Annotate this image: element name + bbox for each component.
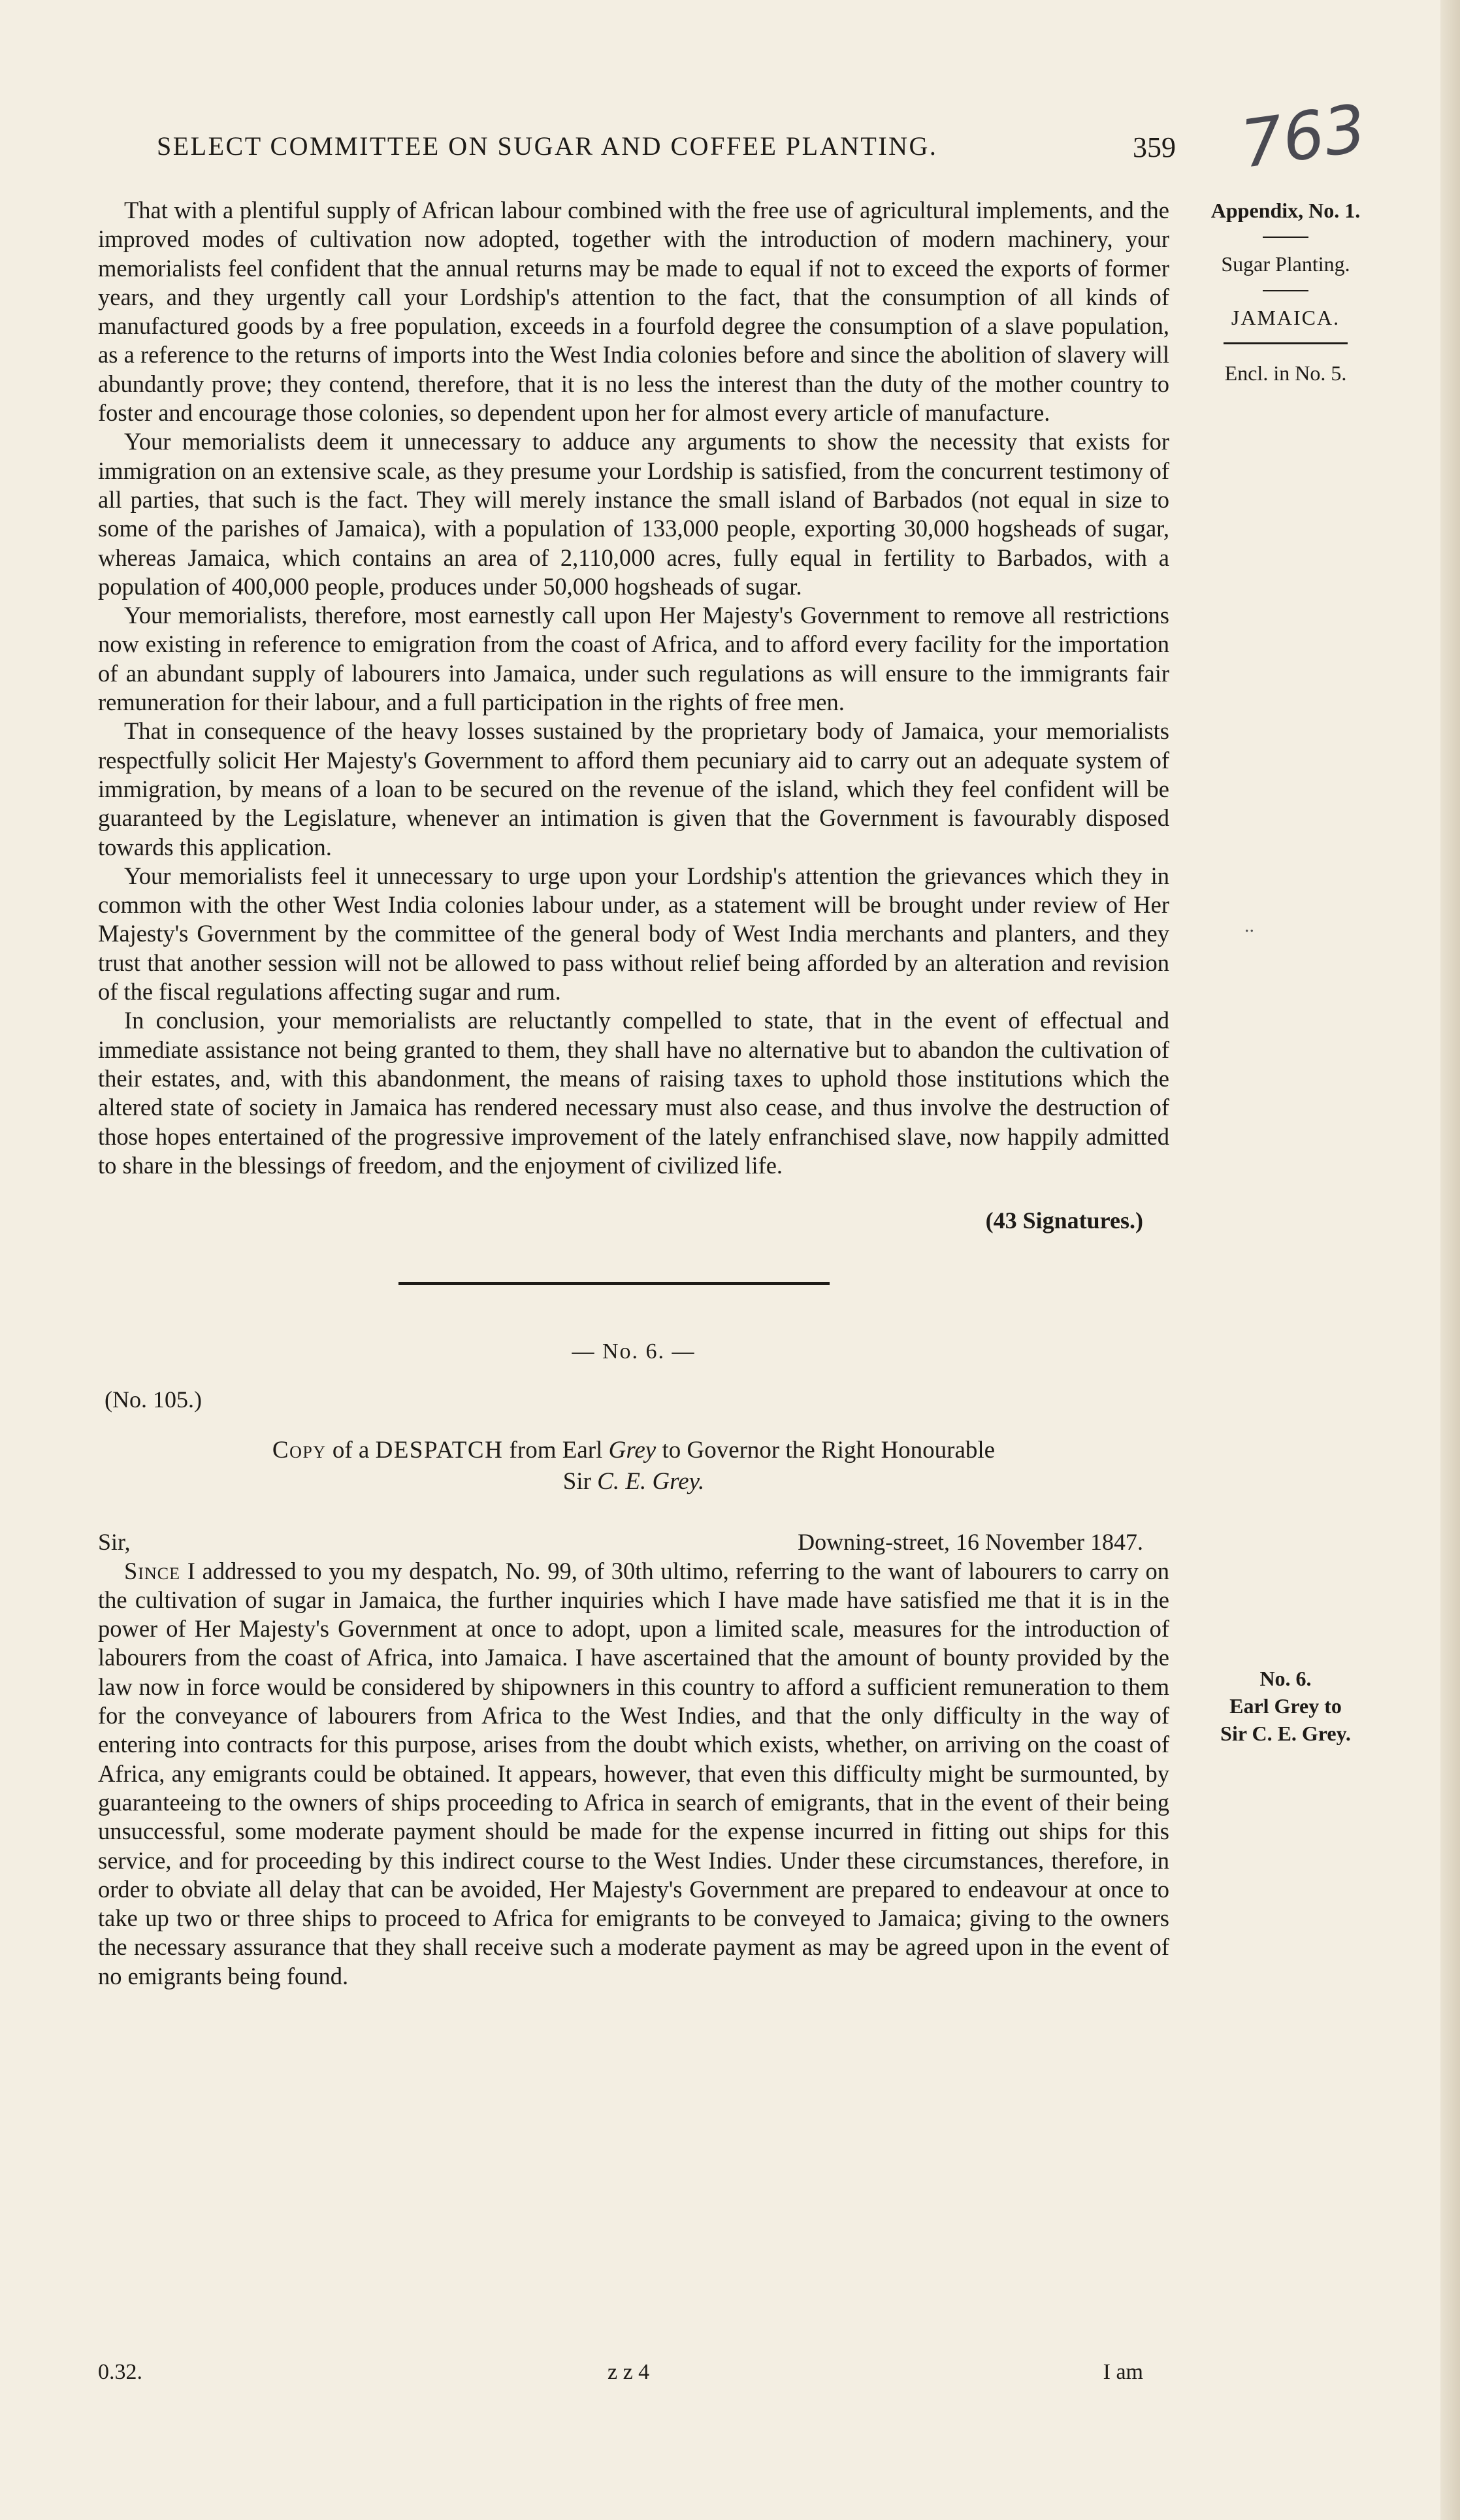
salutation: Sir, xyxy=(98,1528,131,1555)
catchword: I am xyxy=(1103,2360,1143,2384)
memorial-paragraph: Your memorialists, therefore, most earnestly call upon Her Majesty's Government to remove all restrictions now existing in reference to emigration from the coast of Africa, and to afford every facility for the importation of an abundant supply of labourers into Jamaica, under such regulations as will ensure to the immigrants fair remuneration for their labour, and a full participation in the rights of free men. xyxy=(98,602,1169,716)
margin-note-appendix xyxy=(1181,196,1390,387)
margin-section: Sugar Planting. xyxy=(1221,252,1350,276)
memorial-paragraph: That with a plentiful supply of African labour combined with the free use of agricultural implements, and the improved modes of cultivation now adopted, together with the introduction of modern machinery, your memorialists feel confident that the annual returns may be made to equal if not to exceed the exports of former years, and they urgently call your Lordship's attention to the fact, that the consumption of all kinds of manufactured goods by a free population, exceeds in a fourfold degree the consumption of a slave population, as a reference to the returns of imports into the West India colonies before and since the abolition of slavery will abundantly prove; they contend, therefore, that it is no less the interest than the duty of the mother country to foster and encourage those colonies, so dependent upon her for almost every article of manufacture. xyxy=(98,197,1169,427)
margin-divider xyxy=(1263,290,1308,291)
dateline: Downing-street, 16 November 1847. xyxy=(798,1529,1143,1556)
title-from: from Earl xyxy=(503,1436,609,1464)
memorial-paragraph: Your memorialists deem it unnecessary to adduce any arguments to show the necessity that exists for immigration on an extensive scale, as they presume your Lordship is satisfied, from the concurrent testimony of all parties, that such is the fact. They will merely instance the small island of Barbados (not equal in size to some of the parishes of Jamaica), with a population of 133,000 people, exporting 30,000 hogsheads of sugar, whereas Jamaica, which contains an area of 2,110,000 acres, fully equal in fertility to Barbados, with a population of 400,000 people, produces under 50,000 hogsheads of sugar. xyxy=(98,428,1169,600)
page-header xyxy=(157,131,1176,170)
title-copy: Copy xyxy=(272,1436,327,1464)
main-text xyxy=(98,196,1169,1991)
signature-mark: z z 4 xyxy=(608,2360,650,2384)
margin-colony: JAMAICA. xyxy=(1231,306,1340,329)
memorial-paragraph: That in consequence of the heavy losses sustained by the proprietary body of Jamaica, your memorialists respectfully solicit Her Majesty's Government to afford them pecuniary aid to carry out an adequate system of immigration, by means of a loan to be secured on the revenue of the island, which they feel confident will be guaranteed by the Legislature, whenever an intimation is given that the Government is favourably disposed towards this application. xyxy=(98,717,1169,860)
signatures-count: (43 Signatures.) xyxy=(985,1207,1143,1234)
memorial-paragraph: In conclusion, your memorialists are reluctantly compelled to state, that in the event of effectual and immediate assistance not being granted to them, they shall have no alternative but to abandon the cultivation of their estates, and, with this abandonment, the means of raising taxes to uphold those institutions which the altered state of society in Jamaica has rendered necessary must also cease, and thus involve the destruction of those hopes entertained of the progressive improvement of the lately enfranchised slave, now happily admitted to share in the blessings of freedom, and the enjoyment of civilized life. xyxy=(98,1007,1169,1179)
margin-note-no6 xyxy=(1181,1665,1390,1747)
margin-no6-number: No. 6. xyxy=(1259,1667,1312,1690)
section-divider xyxy=(398,1282,830,1285)
margin-enclosure: Encl. in No. 5. xyxy=(1224,361,1347,385)
title-despatch: DESPATCH xyxy=(375,1436,504,1464)
margin-appendix: Appendix, No. 1. xyxy=(1210,199,1361,222)
despatch-title xyxy=(98,1435,1169,1497)
title-sir: Sir xyxy=(562,1467,598,1495)
margin-mark: .. xyxy=(1244,915,1254,936)
page-footer xyxy=(98,2360,1169,2393)
running-title: SELECT COMMITTEE ON SUGAR AND COFFEE PLANTING. xyxy=(157,131,938,161)
margin-no6-line1: Earl Grey to xyxy=(1229,1694,1342,1718)
title-ce-grey: C. E. Grey. xyxy=(597,1467,705,1495)
document-number: — No. 6. — xyxy=(572,1339,696,1364)
memorial-paragraph: Your memorialists feel it unnecessary to urge upon your Lordship's attention the grievances which they in common with the other West India colonies labour under, as a statement will be brought under review of Her Majesty's Government by the committee of the general body of West India merchants and planters, and they trust that another session will not be allowed to pass without relief being afforded by an alteration and revision of the fiscal regulations affecting sugar and rum. xyxy=(98,862,1169,1006)
title-rest: to Governor the Right Honourable xyxy=(656,1436,996,1464)
despatch-reference-number: (No. 105.) xyxy=(105,1386,202,1413)
first-word: Since xyxy=(124,1557,180,1584)
handwritten-folio-number: 763 xyxy=(1236,90,1371,183)
despatch-body-text: I addressed to you my despatch, No. 99, of 30th ultimo, referring to the want of labourers to carry on the cultivation of sugar in Jamaica, the further inquiries which I have made have satisfied me that it is in the power of Her Majesty's Government at once to adopt, upon a limited scale, measures for the introduction of labourers from the coast of Africa, into Jamaica. I have ascertained that the amount of bounty provided by the law now in force would be considered by shipowners in this country to afford a sufficient remuneration to them for the conveyance of labourers from Africa to the West Indies, and that the only difficulty in the way of entering into contracts for this purpose, arises from the doubt which exists, whether, on arriving on the coast of Africa, any emigrants could be obtained. It appears, however, that even this difficulty might be surmounted, by guaranteeing to the owners of ships proceeding to Africa in search of emigrants, that in the event of their being unsuccessful, some moderate payment should be made for the expense incurred in fitting out ships for this service, and for proceeding by this indirect course to the West Indies. Under these circumstances, therefore, in order to obviate all delay that can be avoided, Her Majesty's Government are prepared to endeavour at once to take up two or three ships to proceed to Africa for emigrants to be conveyed to Jamaica; giving to the owners the necessary assurance that they shall receive such a moderate payment as may be agreed upon in the event of no emigrants being found. xyxy=(98,1557,1169,1989)
page-number: 359 xyxy=(1133,131,1176,163)
page-edge-shadow xyxy=(1440,0,1460,2520)
title-of-a: of a xyxy=(326,1436,376,1464)
despatch-body xyxy=(98,1557,1169,1991)
paper-number: 0.32. xyxy=(98,2360,142,2384)
margin-divider-long xyxy=(1224,342,1348,344)
title-grey: Grey xyxy=(608,1436,657,1464)
margin-no6-line2: Sir C. E. Grey. xyxy=(1220,1722,1351,1745)
margin-divider xyxy=(1263,237,1308,238)
